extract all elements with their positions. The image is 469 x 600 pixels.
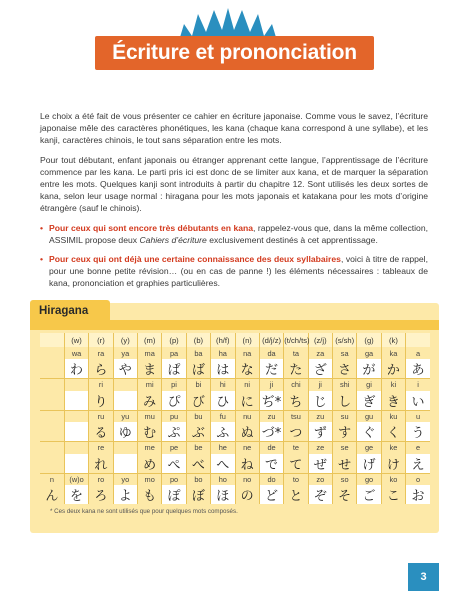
kana-cell: よ bbox=[113, 485, 137, 504]
kana-cell: へ bbox=[211, 454, 235, 474]
kana-cell: い bbox=[406, 391, 430, 411]
kana-row bbox=[40, 422, 430, 442]
romaji-cell: hi bbox=[211, 379, 235, 391]
kana-cell: じ bbox=[308, 391, 332, 411]
romaji-cell: tsu bbox=[284, 410, 308, 422]
kana-cell: ぽ bbox=[162, 485, 186, 504]
kana-cell: ら bbox=[89, 359, 113, 379]
romaji-cell: te bbox=[284, 442, 308, 454]
column-header bbox=[406, 333, 430, 347]
romaji-cell: ra bbox=[89, 347, 113, 359]
paragraph: Pour tout débutant, enfant japonais ou étranger apprenant cette langue, l’apprentissage de l’écriture commence par les kana. Le parti pris ici est donc de se limiter aux kana, et de marquer la séparation entre les mots. Quelques kanji sont introduits à partir du chapitre 12. Sont utilisés les deux sortes de kana, selon leur usage normal : hiragana pour les mots japonais et katakana pour les mots d’origine étrangère (sauf le chinois). bbox=[40, 154, 428, 214]
romaji-cell: u bbox=[406, 410, 430, 422]
romaji-cell: shi bbox=[333, 379, 357, 391]
column-header: (t/ch/ts) bbox=[284, 333, 308, 347]
kana-cell: ん bbox=[40, 485, 64, 504]
kana-cell: え bbox=[406, 454, 430, 474]
romaji-cell: n bbox=[40, 473, 64, 485]
romaji-cell: no bbox=[235, 473, 259, 485]
kana-cell: は bbox=[211, 359, 235, 379]
kana-cell: ぐ bbox=[357, 422, 381, 442]
kana-cell: わ bbox=[64, 359, 88, 379]
kana-cell: み bbox=[138, 391, 162, 411]
romaji-cell: yo bbox=[113, 473, 137, 485]
column-header: (h/f) bbox=[211, 333, 235, 347]
kana-cell: ろ bbox=[89, 485, 113, 504]
kana-cell: ふ bbox=[211, 422, 235, 442]
romaji-cell: ba bbox=[186, 347, 210, 359]
romaji-cell: pi bbox=[162, 379, 186, 391]
kana-cell: で bbox=[259, 454, 283, 474]
kana-cell: づ* bbox=[259, 422, 283, 442]
romaji-cell: ke bbox=[381, 442, 405, 454]
romaji-cell: de bbox=[259, 442, 283, 454]
kana-cell bbox=[64, 422, 88, 442]
romaji-cell: mi bbox=[138, 379, 162, 391]
romaji-cell: o bbox=[406, 473, 430, 485]
kana-cell: ぷ bbox=[162, 422, 186, 442]
kana-cell: そ bbox=[333, 485, 357, 504]
kana-row bbox=[40, 391, 430, 411]
hiragana-table bbox=[40, 333, 430, 504]
romaji-row bbox=[40, 347, 430, 359]
romaji-cell: he bbox=[211, 442, 235, 454]
kana-cell: う bbox=[406, 422, 430, 442]
kana-cell: る bbox=[89, 422, 113, 442]
romaji-cell: ri bbox=[89, 379, 113, 391]
romaji-cell: yu bbox=[113, 410, 137, 422]
column-header: (p) bbox=[162, 333, 186, 347]
kana-cell: て bbox=[284, 454, 308, 474]
kana-cell: り bbox=[89, 391, 113, 411]
romaji-cell: fu bbox=[211, 410, 235, 422]
kana-cell: き bbox=[381, 391, 405, 411]
kana-cell: ち bbox=[284, 391, 308, 411]
kana-cell: を bbox=[64, 485, 88, 504]
kana-cell: ひ bbox=[211, 391, 235, 411]
romaji-cell: ha bbox=[211, 347, 235, 359]
column-header: (s/sh) bbox=[333, 333, 357, 347]
romaji-cell: ku bbox=[381, 410, 405, 422]
romaji-cell: be bbox=[186, 442, 210, 454]
romaji-cell: na bbox=[235, 347, 259, 359]
kana-cell: ず bbox=[308, 422, 332, 442]
romaji-cell: wa bbox=[64, 347, 88, 359]
romaji-cell: zu bbox=[259, 410, 283, 422]
romaji-cell: se bbox=[333, 442, 357, 454]
column-header: (k) bbox=[381, 333, 405, 347]
kana-cell: れ bbox=[89, 454, 113, 474]
bullet-icon: • bbox=[40, 222, 44, 233]
romaji-cell: zo bbox=[308, 473, 332, 485]
romaji-cell: ga bbox=[357, 347, 381, 359]
kana-cell: め bbox=[138, 454, 162, 474]
kana-cell: す bbox=[333, 422, 357, 442]
romaji-cell: a bbox=[416, 348, 421, 358]
romaji-cell bbox=[113, 379, 137, 391]
romaji-cell: sa bbox=[333, 347, 357, 359]
romaji-cell: chi bbox=[284, 379, 308, 391]
romaji-cell: pa bbox=[162, 347, 186, 359]
kana-cell: け bbox=[381, 454, 405, 474]
romaji-cell: to bbox=[284, 473, 308, 485]
romaji-cell: su bbox=[333, 410, 357, 422]
kana-cell: ぎ bbox=[357, 391, 381, 411]
bullet-item bbox=[40, 253, 428, 290]
kana-cell: ぱ bbox=[162, 359, 186, 379]
romaji-cell: da bbox=[259, 347, 283, 359]
paragraph: Le choix a été fait de vous présenter ce cahier en écriture japonaise. Comme vous le savez, l’écriture japonaise mêle des caractères phonétiques, les kana (chaque kana correspond à une syllabe), et les kanji, caractères chinois, le tout sans séparation entre les mots. bbox=[40, 111, 428, 146]
kana-cell: ぞ bbox=[308, 485, 332, 504]
romaji-row bbox=[40, 473, 430, 485]
romaji-cell: re bbox=[89, 442, 113, 454]
kana-cell: が bbox=[357, 359, 381, 379]
romaji-cell: zu bbox=[308, 410, 332, 422]
romaji-cell: ji bbox=[308, 379, 332, 391]
column-header: (z/j) bbox=[308, 333, 332, 347]
romaji-cell: nu bbox=[235, 410, 259, 422]
kana-cell: こ bbox=[381, 485, 405, 504]
kana-cell: な bbox=[235, 359, 259, 379]
kana-cell: し bbox=[333, 391, 357, 411]
book-title: Cahiers d’écriture bbox=[139, 234, 207, 245]
kana-cell bbox=[40, 391, 64, 411]
kana-cell: あ bbox=[406, 359, 430, 379]
romaji-cell bbox=[40, 410, 64, 422]
romaji-cell: ta bbox=[284, 347, 308, 359]
kana-cell bbox=[64, 454, 88, 474]
hiragana-tab-label: Hiragana bbox=[39, 305, 89, 317]
kana-cell: ぼ bbox=[186, 485, 210, 504]
kana-row bbox=[40, 454, 430, 474]
romaji-cell: pu bbox=[162, 410, 186, 422]
kana-cell: ほ bbox=[211, 485, 235, 504]
column-header: (y) bbox=[113, 333, 137, 347]
kana-cell: ぢ* bbox=[259, 391, 283, 411]
kana-row bbox=[40, 359, 430, 379]
romaji-cell bbox=[40, 442, 64, 454]
romaji-cell: me bbox=[138, 442, 162, 454]
kana-cell: ど bbox=[259, 485, 283, 504]
romaji-cell: mo bbox=[138, 473, 162, 485]
kana-cell: ゆ bbox=[113, 422, 137, 442]
column-header: (g) bbox=[357, 333, 381, 347]
romaji-cell: ma bbox=[138, 347, 162, 359]
romaji-cell: so bbox=[333, 473, 357, 485]
romaji-cell: ge bbox=[357, 442, 381, 454]
kana-cell: た bbox=[284, 359, 308, 379]
romaji-cell: ko bbox=[381, 473, 405, 485]
kana-cell: べ bbox=[186, 454, 210, 474]
romaji-cell bbox=[64, 410, 88, 422]
romaji-cell bbox=[64, 442, 88, 454]
bullet-lead: Pour ceux qui sont encore très débutants en kana bbox=[49, 222, 254, 233]
romaji-cell: ji bbox=[259, 379, 283, 391]
column-header: (d/j/z) bbox=[259, 333, 283, 347]
kana-cell: や bbox=[113, 359, 137, 379]
kana-cell: つ bbox=[284, 422, 308, 442]
romaji-cell: e bbox=[406, 442, 430, 454]
romaji-cell: ni bbox=[235, 379, 259, 391]
romaji-cell: pe bbox=[162, 442, 186, 454]
romaji-cell bbox=[40, 379, 64, 391]
kana-row bbox=[40, 485, 430, 504]
bullet-lead: Pour ceux qui ont déjà une certaine connaissance des deux syllabaires bbox=[49, 254, 341, 265]
kana-cell: び bbox=[186, 391, 210, 411]
kana-cell: か bbox=[381, 359, 405, 379]
bullet-text: , voici à titre de rappel, pour une bonne petite révision… (ou en cas de panne !) les éléments nécessaires : tableaux de kana, prononciation et graphies particulières. bbox=[49, 254, 428, 289]
kana-cell: ご bbox=[357, 485, 381, 504]
column-header: (n) bbox=[235, 333, 259, 347]
kana-cell: く bbox=[381, 422, 405, 442]
kana-cell: ぶ bbox=[186, 422, 210, 442]
romaji-cell: ka bbox=[381, 347, 405, 359]
kana-cell: ま bbox=[138, 359, 162, 379]
romaji-cell: bu bbox=[186, 410, 210, 422]
romaji-cell: gi bbox=[357, 379, 381, 391]
column-header: (b) bbox=[186, 333, 210, 347]
kana-cell: ば bbox=[186, 359, 210, 379]
romaji-cell bbox=[113, 442, 137, 454]
romaji-cell: ze bbox=[308, 442, 332, 454]
kana-cell bbox=[40, 359, 64, 379]
romaji-row bbox=[40, 379, 430, 391]
kana-cell: げ bbox=[357, 454, 381, 474]
kana-cell bbox=[40, 422, 64, 442]
page-number: 3 bbox=[408, 563, 439, 591]
column-header bbox=[40, 333, 64, 347]
kana-cell: せ bbox=[333, 454, 357, 474]
kana-cell: ぜ bbox=[308, 454, 332, 474]
column-header: (m) bbox=[138, 333, 162, 347]
intro-text bbox=[40, 110, 428, 297]
kana-cell: お bbox=[406, 485, 430, 504]
romaji-cell: go bbox=[357, 473, 381, 485]
romaji-cell: ho bbox=[211, 473, 235, 485]
romaji-cell: do bbox=[259, 473, 283, 485]
bullet-item bbox=[40, 222, 428, 246]
bullet-text: , rappelez-vous que, dans la même collection, ASSIMIL propose deux bbox=[49, 222, 428, 245]
kana-cell: も bbox=[138, 485, 162, 504]
romaji-row bbox=[40, 410, 430, 422]
kana-cell: ざ bbox=[308, 359, 332, 379]
kana-cell bbox=[113, 454, 137, 474]
romaji-cell: ru bbox=[89, 410, 113, 422]
romaji-cell: (w)o bbox=[64, 473, 88, 485]
romaji-cell: ro bbox=[89, 473, 113, 485]
kana-cell: ね bbox=[235, 454, 259, 474]
kana-cell: ぺ bbox=[162, 454, 186, 474]
kana-cell: む bbox=[138, 422, 162, 442]
header-row bbox=[40, 333, 430, 347]
kana-cell bbox=[64, 391, 88, 411]
kana-cell: ぬ bbox=[235, 422, 259, 442]
column-header: (w) bbox=[64, 333, 88, 347]
bullet-icon: • bbox=[40, 254, 44, 265]
kana-cell: さ bbox=[333, 359, 357, 379]
romaji-cell: ki bbox=[381, 379, 405, 391]
page-header bbox=[0, 0, 469, 75]
hiragana-tab bbox=[30, 300, 110, 324]
kana-cell: だ bbox=[259, 359, 283, 379]
kana-cell: と bbox=[284, 485, 308, 504]
kana-cell: の bbox=[235, 485, 259, 504]
kana-cell bbox=[113, 391, 137, 411]
title-bar bbox=[95, 36, 374, 70]
page-title: Écriture et prononciation bbox=[112, 41, 357, 64]
kana-cell: ぴ bbox=[162, 391, 186, 411]
romaji-row bbox=[40, 442, 430, 454]
romaji-cell: mu bbox=[138, 410, 162, 422]
romaji-cell: ne bbox=[235, 442, 259, 454]
romaji-cell: bi bbox=[186, 379, 210, 391]
romaji-cell: gu bbox=[357, 410, 381, 422]
kana-cell: に bbox=[235, 391, 259, 411]
kana-cell bbox=[40, 454, 64, 474]
bullet-text: exclusivement destinés à cet apprentissage. bbox=[206, 234, 378, 245]
romaji-cell: ya bbox=[113, 347, 137, 359]
footnote: * Ces deux kana ne sont utilisés que pour quelques mots composés. bbox=[50, 508, 238, 515]
romaji-cell: bo bbox=[186, 473, 210, 485]
romaji-cell: i bbox=[406, 379, 430, 391]
romaji-cell: po bbox=[162, 473, 186, 485]
romaji-cell bbox=[64, 379, 88, 391]
romaji-cell: za bbox=[308, 347, 332, 359]
column-header: (r) bbox=[89, 333, 113, 347]
romaji-cell bbox=[40, 347, 64, 359]
